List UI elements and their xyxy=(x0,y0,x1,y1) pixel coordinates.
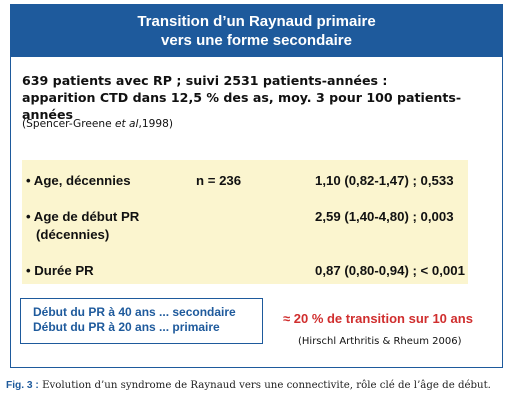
row-label: • Age de début PR xyxy=(26,209,140,224)
row-label: • Age, décennies xyxy=(26,173,131,188)
results-band xyxy=(22,160,468,284)
onset-box-line1: Début du PR à 40 ans ... secondaire xyxy=(33,305,236,319)
summary-text xyxy=(22,72,511,123)
row-label: • Durée PR xyxy=(26,263,94,278)
onset-age-box xyxy=(20,298,263,344)
citation-et-al: et al xyxy=(115,118,139,130)
summary-line2: apparition CTD dans 12,5 % des as, moy. 3 pour 100 patients-années xyxy=(22,90,462,122)
citation-spencer-greene xyxy=(22,118,173,130)
transition-highlight: ≈ 20 % de transition sur 10 ans xyxy=(283,311,473,326)
figure-label: Fig. 3 : xyxy=(6,380,39,391)
row-n: n = 236 xyxy=(196,173,242,188)
row-value: 2,59 (1,40-4,80) ; 0,003 xyxy=(315,209,454,224)
header-title-line1: Transition d’un Raynaud primaire xyxy=(137,13,376,30)
onset-box-line2: Début du PR à 20 ans ... primaire xyxy=(33,320,220,334)
caption-text: Evolution d’un syndrome de Raynaud vers une connectivite, rôle clé de l’âge de début. xyxy=(38,380,491,391)
citation-hirschl: (Hirschl Arthritis & Rheum 2006) xyxy=(298,336,462,347)
citation-prefix: (Spencer-Greene xyxy=(22,118,116,130)
row-label-unit: (décennies) xyxy=(36,227,110,242)
figure-caption xyxy=(6,380,506,391)
header-title-line2: vers une forme secondaire xyxy=(161,32,352,49)
slide-header xyxy=(11,5,502,57)
row-value: 1,10 (0,82-1,47) ; 0,533 xyxy=(315,173,454,188)
summary-line1: 639 patients avec RP ; suivi 2531 patients-années : xyxy=(22,73,388,88)
citation-suffix: ,1998) xyxy=(138,118,173,130)
row-value: 0,87 (0,80-0,94) ; < 0,001 xyxy=(315,263,465,278)
